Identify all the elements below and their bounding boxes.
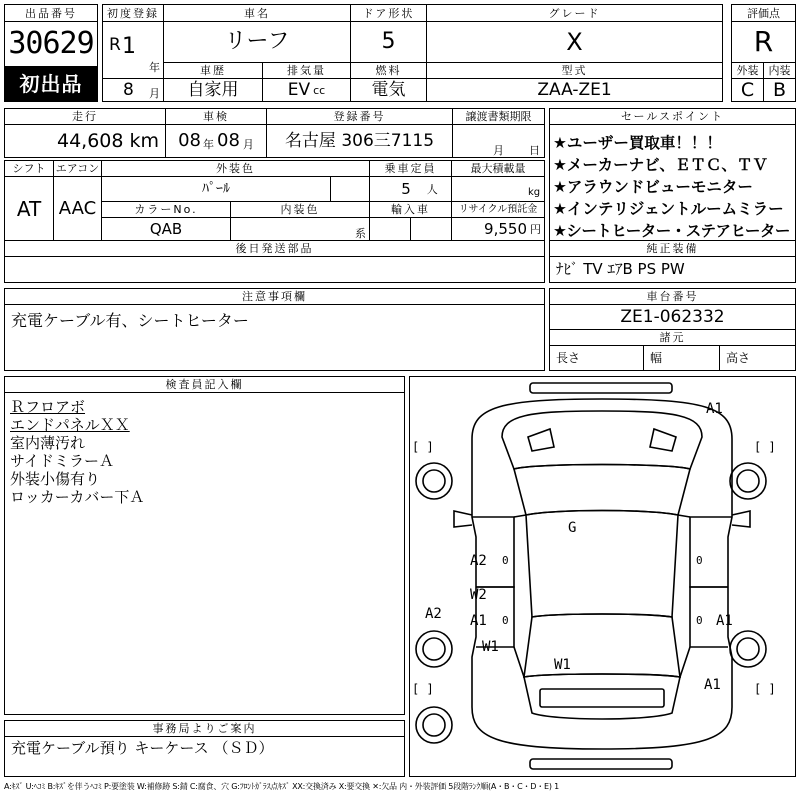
later-parts-header: 後日発送部品 bbox=[4, 240, 545, 257]
headlight-left bbox=[528, 429, 554, 451]
damage-mark-g-windshield: G bbox=[568, 520, 577, 536]
mileage-header: 走行 bbox=[4, 108, 166, 125]
equipment-header: 純正装備 bbox=[549, 240, 796, 257]
right-rocker bbox=[678, 515, 690, 677]
transfer-day-unit: 日 bbox=[529, 144, 540, 157]
wheel-front-left-outer bbox=[416, 463, 452, 499]
exterior-grade-value: C bbox=[731, 78, 764, 102]
mileage-value: 44,608 bbox=[57, 129, 124, 152]
right-mirror bbox=[732, 511, 750, 527]
era-label: R bbox=[109, 35, 121, 55]
max-load-unit: kg bbox=[528, 187, 541, 198]
zero-mark-left-lower: 0 bbox=[502, 614, 509, 627]
inspector-line-2: エンドパネルＸＸ bbox=[10, 416, 130, 434]
dimensions-header: 諸元 bbox=[549, 329, 796, 346]
recycle-deposit-cell bbox=[451, 217, 545, 241]
inspection-year: 08 bbox=[178, 130, 201, 151]
width-cell bbox=[643, 345, 720, 371]
inspection-cell bbox=[165, 124, 267, 158]
door-type-value: 5 bbox=[350, 21, 427, 63]
grade-value: X bbox=[426, 21, 723, 63]
sales-point-3: ★アラウンドビューモニター bbox=[553, 178, 753, 196]
car-outline-diagram bbox=[410, 377, 795, 776]
notes-value: 充電ケーブル有、シートヒーター bbox=[11, 311, 249, 330]
max-load-cell bbox=[451, 176, 545, 202]
damage-mark-a1-left-rear-door: A1 bbox=[470, 613, 487, 629]
capacity-cell bbox=[369, 176, 452, 202]
damage-mark-w1-rear: W1 bbox=[554, 657, 571, 673]
capacity-unit: 人 bbox=[426, 182, 438, 196]
front-bumper-outline bbox=[530, 383, 672, 393]
interior-color-unit: 系 bbox=[355, 227, 366, 240]
inspection-year-unit: 年 bbox=[203, 137, 214, 151]
equipment-value: ﾅﾋﾞ TV ｴｱB PS PW bbox=[549, 256, 796, 283]
lot-number-value: 30629 bbox=[4, 21, 98, 67]
inspector-header: 検査員記入欄 bbox=[4, 376, 405, 393]
car-name-value: リーフ bbox=[163, 21, 351, 63]
wheel-front-left-inner bbox=[423, 470, 445, 492]
length-cell bbox=[549, 345, 644, 371]
office-header: 事務局よりご案内 bbox=[4, 720, 405, 737]
interior-color-header: 内装色 bbox=[230, 201, 370, 218]
capacity-value: 5 bbox=[401, 179, 411, 198]
notes-box bbox=[4, 304, 545, 371]
recycle-deposit-header: リサイクル預託金 bbox=[451, 201, 545, 218]
grade-header: グレード bbox=[426, 4, 723, 22]
first-registration-month-cell bbox=[102, 78, 164, 102]
zero-mark-right-lower: 0 bbox=[696, 614, 703, 627]
spare-wheel-inner bbox=[423, 714, 445, 736]
chassis-value: ZE1-062332 bbox=[549, 304, 796, 330]
width-label: 幅 bbox=[650, 351, 663, 365]
left-front-door bbox=[472, 517, 514, 587]
exterior-color-extra bbox=[330, 176, 370, 202]
car-body-outline bbox=[472, 399, 732, 749]
model-header: 型式 bbox=[426, 62, 723, 79]
damage-mark-a2-left-wheel: A2 bbox=[425, 606, 442, 622]
interior-color-cell bbox=[230, 217, 370, 241]
length-label: 長さ bbox=[556, 351, 581, 365]
score-value: R bbox=[731, 21, 796, 63]
recycle-deposit-value: 9,550 bbox=[484, 219, 527, 238]
history-value: 自家用 bbox=[163, 78, 263, 102]
plate-value: 名古屋 306三7115 bbox=[266, 124, 453, 158]
first-listing-badge: 初出品 bbox=[4, 66, 98, 102]
displacement-value: EV bbox=[287, 79, 311, 100]
inspection-header: 車検 bbox=[165, 108, 267, 125]
zero-mark-right: 0 bbox=[696, 554, 703, 567]
sales-point-4: ★インテリジェントルームミラー bbox=[553, 200, 784, 218]
registration-month: 8 bbox=[123, 80, 134, 100]
spare-wheel-outer bbox=[416, 707, 452, 743]
left-rocker bbox=[514, 515, 526, 677]
color-number-header: カラーNo. bbox=[101, 201, 231, 218]
sales-points-header: セールスポイント bbox=[549, 108, 796, 125]
damage-mark-a2-left-door: A2 bbox=[470, 553, 487, 569]
first-registration-year-cell bbox=[102, 21, 164, 79]
headlight-right bbox=[650, 429, 676, 451]
import-cell-a bbox=[369, 217, 411, 241]
damage-mark-a1-rear-right: A1 bbox=[704, 677, 721, 693]
displacement-unit: cc bbox=[313, 83, 326, 97]
wheel-front-right-inner bbox=[737, 470, 759, 492]
transfer-deadline-header: 譲渡書類期限 bbox=[452, 108, 545, 125]
damage-mark-a1-right-rear-door: A1 bbox=[716, 613, 733, 629]
shift-header: シフト bbox=[4, 160, 54, 177]
trunk-outline bbox=[524, 674, 680, 719]
legend-footer: A:ｷｽﾞ U:ﾍｺﾐ B:ｷｽﾞを伴うﾍｺﾐ P:要塗装 W:補修跡 S:錆 C:腐食、穴 G:ﾌﾛﾝﾄｶﾞﾗｽ点ｷｽﾞ XX:交換済み X:要交換 ✕:欠品 内・外装評価 5段階ﾗﾝｸ順(A・B・C・D・E) 1 bbox=[4, 782, 560, 791]
left-mirror bbox=[454, 511, 472, 527]
door-type-header: ドア形状 bbox=[350, 4, 427, 22]
capacity-header: 乗車定員 bbox=[369, 160, 452, 177]
bracket-right-bottom: [ ] bbox=[754, 682, 776, 696]
right-front-door bbox=[690, 517, 732, 587]
hood-outline bbox=[502, 411, 702, 469]
rear-bumper-outline bbox=[530, 759, 672, 769]
color-number-value: QAB bbox=[101, 217, 231, 241]
height-cell bbox=[719, 345, 796, 371]
bracket-right-top: [ ] bbox=[754, 440, 776, 454]
displacement-header: 排気量 bbox=[262, 62, 351, 79]
wheel-front-right-outer bbox=[730, 463, 766, 499]
fuel-value: 電気 bbox=[350, 78, 427, 102]
month-unit: 月 bbox=[149, 87, 160, 100]
car-name-header: 車名 bbox=[163, 4, 351, 22]
fuel-header: 燃料 bbox=[350, 62, 427, 79]
roof-outline bbox=[526, 511, 678, 618]
model-value: ZAA-ZE1 bbox=[426, 78, 723, 102]
ac-value: AAC bbox=[53, 176, 102, 241]
recycle-deposit-unit: 円 bbox=[530, 222, 541, 236]
office-box bbox=[4, 736, 405, 777]
inspector-line-5: 外装小傷有り bbox=[10, 470, 101, 488]
import-header: 輸入車 bbox=[369, 201, 452, 218]
tailgate-window bbox=[540, 689, 664, 707]
chassis-header: 車台番号 bbox=[549, 288, 796, 305]
height-label: 高さ bbox=[726, 351, 751, 365]
rear-window-outline bbox=[524, 614, 680, 677]
score-header: 評価点 bbox=[731, 4, 796, 22]
mileage-unit: km bbox=[129, 129, 159, 152]
import-cell-b bbox=[410, 217, 452, 241]
inspector-line-1: Ｒフロアボ bbox=[10, 398, 86, 416]
shift-value: AT bbox=[4, 176, 54, 241]
inspection-month-unit: 月 bbox=[242, 137, 254, 151]
sales-point-1: ★ユーザー買取車！！！ bbox=[553, 134, 722, 152]
sales-point-5: ★シートヒーター・ステアヒーター bbox=[553, 222, 790, 240]
damage-diagram-box bbox=[409, 376, 796, 777]
first-registration-header: 初度登録 bbox=[102, 4, 164, 22]
wheel-rear-left-inner bbox=[423, 638, 445, 660]
interior-grade-header: 内装 bbox=[763, 62, 796, 79]
damage-mark-a1-front-right: A1 bbox=[706, 401, 723, 417]
exterior-grade-header: 外装 bbox=[731, 62, 764, 79]
transfer-deadline-cell bbox=[452, 124, 545, 158]
interior-grade-value: B bbox=[763, 78, 796, 102]
wheel-rear-left-outer bbox=[416, 631, 452, 667]
damage-mark-w1-left: W1 bbox=[482, 639, 499, 655]
displacement-cell bbox=[262, 78, 351, 102]
wheel-rear-right-outer bbox=[730, 631, 766, 667]
office-value: 充電ケーブル預り キーケース （ＳＤ） bbox=[11, 739, 274, 757]
transfer-month-unit: 月 bbox=[493, 144, 504, 157]
wheel-rear-right-inner bbox=[737, 638, 759, 660]
bracket-left-top: [ ] bbox=[412, 440, 434, 454]
year-unit: 年 bbox=[149, 61, 160, 74]
bracket-left-bottom: [ ] bbox=[412, 682, 434, 696]
inspector-line-6: ロッカーカバー下Ａ bbox=[10, 488, 145, 506]
lot-number-header: 出品番号 bbox=[4, 4, 98, 22]
windshield-outline bbox=[514, 465, 690, 516]
inspector-line-3: 室内薄汚れ bbox=[10, 434, 86, 452]
ac-header: エアコン bbox=[53, 160, 102, 177]
notes-header: 注意事項欄 bbox=[4, 288, 545, 305]
later-parts-value bbox=[4, 256, 545, 283]
inspection-month: 08 bbox=[217, 130, 240, 151]
exterior-color-header: 外装色 bbox=[101, 160, 370, 177]
zero-mark-left: 0 bbox=[502, 554, 509, 567]
registration-year: 1 bbox=[122, 34, 136, 59]
max-load-header: 最大積載量 bbox=[451, 160, 545, 177]
history-header: 車歴 bbox=[163, 62, 263, 79]
exterior-color-value: ﾊﾟｰﾙ bbox=[101, 176, 331, 202]
damage-mark-w2: W2 bbox=[470, 587, 487, 603]
mileage-cell bbox=[4, 124, 166, 158]
plate-header: 登録番号 bbox=[266, 108, 453, 125]
inspector-line-4: サイドミラーＡ bbox=[10, 452, 114, 470]
sales-point-2: ★メーカーナビ、ＥＴＣ、ＴＶ bbox=[553, 156, 768, 174]
